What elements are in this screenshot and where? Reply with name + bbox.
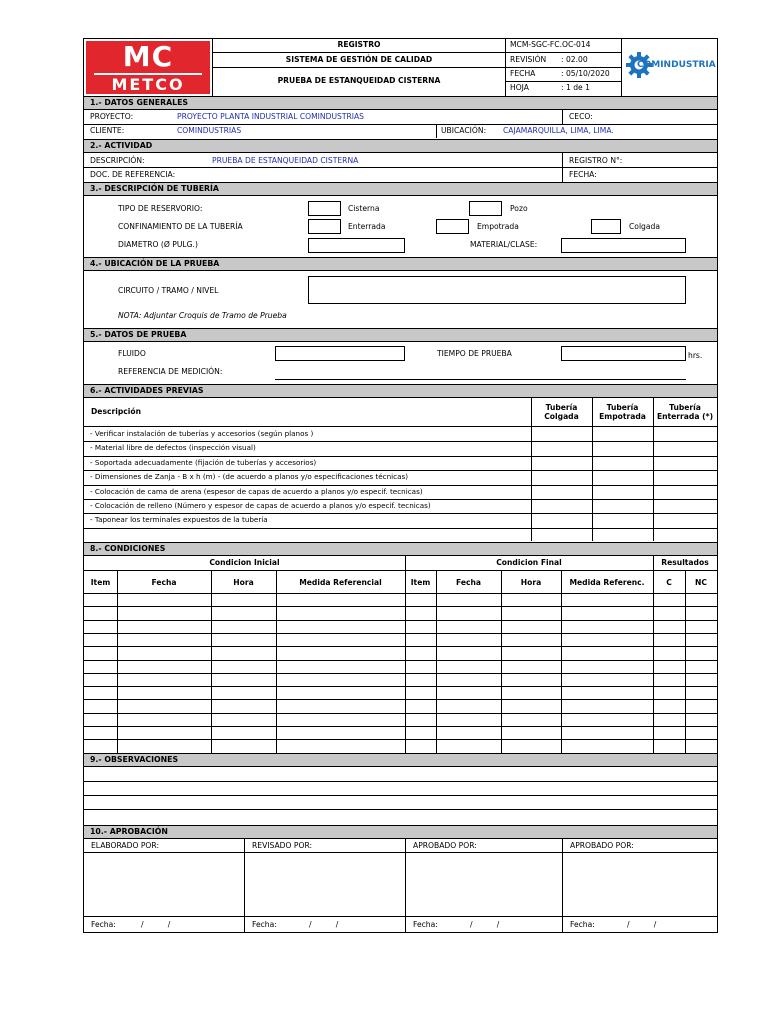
diametro-input[interactable] bbox=[308, 238, 405, 253]
fecha-elaborado-slashes: / / bbox=[141, 920, 171, 929]
elaborado-por-label: ELABORADO POR: bbox=[91, 841, 160, 850]
fecha-aprobado-slashes-2: / / bbox=[627, 920, 657, 929]
activity-check-cell[interactable] bbox=[654, 486, 716, 498]
circuito-input[interactable] bbox=[308, 276, 686, 304]
fecha-revisado-label: Fecha: bbox=[252, 920, 277, 929]
cliente-label: CLIENTE: bbox=[90, 126, 125, 135]
tiempo-input[interactable] bbox=[561, 346, 686, 361]
aprobado-por-label-2: APROBADO POR: bbox=[570, 841, 634, 850]
revisado-signature-box[interactable] bbox=[245, 853, 404, 915]
colgada-checkbox[interactable] bbox=[591, 219, 621, 234]
activity-row: - Taponear los terminales expuestos de la tubería bbox=[90, 515, 268, 524]
header-title-registro: REGISTRO bbox=[337, 40, 381, 49]
fecha-aprobado-slashes-1: / / bbox=[470, 920, 500, 929]
condition-row[interactable] bbox=[85, 647, 716, 659]
cisterna-checkbox[interactable] bbox=[308, 201, 341, 216]
activity-check-cell[interactable] bbox=[593, 428, 652, 440]
col-enterrada-2: Enterrada (*) bbox=[656, 412, 714, 421]
aprobado-por-label-1: APROBADO POR: bbox=[413, 841, 477, 850]
condition-row[interactable] bbox=[85, 687, 716, 699]
col-colgada-2: Colgada bbox=[544, 412, 579, 421]
metco-logo-text: METCO bbox=[111, 75, 185, 94]
actividades-desc-header: Descripción bbox=[91, 407, 141, 416]
aprobado-signature-box-1[interactable] bbox=[406, 853, 561, 915]
elaborado-signature-box[interactable] bbox=[85, 853, 243, 915]
activity-check-cell[interactable] bbox=[593, 514, 652, 526]
revision-label: REVISIÓN bbox=[510, 55, 547, 64]
col-hora-inicial: Hora bbox=[233, 578, 254, 587]
hoja-value: : 1 de 1 bbox=[561, 83, 590, 92]
col-enterrada-1: Tubería bbox=[669, 403, 701, 412]
ceco-label: CECO: bbox=[569, 112, 593, 121]
descripcion-value: PRUEBA DE ESTANQUEIDAD CISTERNA bbox=[212, 156, 359, 165]
diametro-label: DIAMETRO (Ø PULG.) bbox=[118, 240, 198, 249]
condition-row[interactable] bbox=[85, 634, 716, 646]
material-label: MATERIAL/CLASE: bbox=[470, 240, 538, 249]
colgada-label: Colgada bbox=[629, 222, 661, 231]
registro-label: REGISTRO N°: bbox=[569, 156, 623, 165]
aprobado-signature-box-2[interactable] bbox=[563, 853, 717, 915]
activity-row: - Dimensiones de Zanja - B x h (m) - (de acuerdo a planos y/o especificaciones técnicas) bbox=[90, 472, 409, 481]
fecha-value: : 05/10/2020 bbox=[561, 69, 610, 78]
activity-check-cell[interactable] bbox=[654, 428, 716, 440]
col-colgada-1: Tubería bbox=[545, 403, 578, 412]
col-medida-final: Medida Referenc. bbox=[569, 578, 645, 587]
actividad-fecha-label: FECHA: bbox=[569, 170, 597, 179]
condition-row[interactable] bbox=[85, 700, 716, 712]
section-actividades-previas: 6.- ACTIVIDADES PREVIAS bbox=[84, 384, 717, 398]
material-input[interactable] bbox=[561, 238, 686, 253]
activity-check-cell[interactable] bbox=[532, 471, 591, 483]
hoja-label: HOJA bbox=[510, 83, 529, 92]
metco-logo-mark: MC bbox=[122, 40, 174, 73]
fecha-revisado-slashes: / / bbox=[309, 920, 339, 929]
activity-check-cell[interactable] bbox=[593, 457, 652, 469]
section-aprobacion: 10.- APROBACIÓN bbox=[84, 825, 717, 839]
condition-row[interactable] bbox=[85, 594, 716, 606]
section-descripcion-tuberia: 3.- DESCRIPCIÓN DE TUBERÍA bbox=[84, 182, 717, 196]
activity-row: - Colocación de cama de arena (espesor de capas de acuerdo a planos y/o especif. tecnicas) bbox=[90, 487, 423, 496]
pozo-checkbox[interactable] bbox=[469, 201, 502, 216]
fluido-input[interactable] bbox=[275, 346, 405, 361]
confinamiento-label: CONFINAMIENTO DE LA TUBERÍA bbox=[118, 222, 243, 231]
enterrada-label: Enterrada bbox=[348, 222, 386, 231]
fecha-label: FECHA bbox=[510, 69, 536, 78]
comindustria-logo bbox=[624, 50, 716, 82]
activity-check-cell[interactable] bbox=[593, 471, 652, 483]
col-empotrada-2: Empotrada bbox=[599, 412, 646, 421]
condition-row[interactable] bbox=[85, 714, 716, 726]
condition-row[interactable] bbox=[85, 621, 716, 633]
activity-check-cell[interactable] bbox=[593, 500, 652, 512]
descripcion-label: DESCRIPCIÓN: bbox=[90, 156, 145, 165]
activity-check-cell[interactable] bbox=[654, 514, 716, 526]
activity-check-cell[interactable] bbox=[532, 457, 591, 469]
col-fecha-inicial: Fecha bbox=[151, 578, 177, 587]
proyecto-value: PROYECTO PLANTA INDUSTRIAL COMINDUSTRIAS bbox=[177, 112, 364, 121]
section-actividad: 2.- ACTIVIDAD bbox=[84, 139, 717, 153]
fecha-elaborado-label: Fecha: bbox=[91, 920, 116, 929]
hrs-label: hrs. bbox=[688, 351, 703, 360]
observaciones-area[interactable] bbox=[84, 766, 717, 824]
revisado-por-label: REVISADO POR: bbox=[252, 841, 313, 850]
enterrada-checkbox[interactable] bbox=[308, 219, 341, 234]
revision-value: : 02.00 bbox=[561, 55, 588, 64]
activity-check-cell[interactable] bbox=[654, 500, 716, 512]
circuito-label: CIRCUITO / TRAMO / NIVEL bbox=[118, 286, 219, 295]
section-condiciones: 8.- CONDICIONES bbox=[84, 542, 717, 556]
activity-row: - Material libre de defectos (inspección visual) bbox=[90, 443, 256, 452]
section-datos-prueba: 5.- DATOS DE PRUEBA bbox=[84, 328, 717, 342]
ubicacion-value: CAJAMARQUILLA, LIMA, LIMA. bbox=[503, 126, 614, 135]
activity-check-cell[interactable] bbox=[654, 457, 716, 469]
fecha-aprobado-label-1: Fecha: bbox=[413, 920, 438, 929]
col-item-final: Item bbox=[410, 578, 431, 587]
col-c: C bbox=[666, 578, 672, 587]
empotrada-label: Empotrada bbox=[477, 222, 519, 231]
croquis-note: NOTA: Adjuntar Croquis de Tramo de Prueba bbox=[118, 311, 287, 320]
activity-check-cell[interactable] bbox=[532, 500, 591, 512]
condition-row[interactable] bbox=[85, 607, 716, 619]
activity-row: - Verificar instalación de tuberías y accesorios (según planos ) bbox=[90, 429, 314, 438]
doc-referencia-label: DOC. DE REFERENCIA: bbox=[90, 170, 176, 179]
section-datos-generales: 1.- DATOS GENERALES bbox=[84, 96, 717, 110]
activity-row: - Colocación de relleno (Número y espesor de capas de acuerdo a planos y/o especif. tecnicas) bbox=[90, 501, 431, 510]
condition-row[interactable] bbox=[85, 740, 716, 752]
comindustria-logo-text: COMINDUSTRIA bbox=[637, 60, 716, 70]
document-code: MCM-SGC-FC.OC-014 bbox=[510, 40, 591, 49]
section-ubicacion-prueba: 4.- UBICACIÓN DE LA PRUEBA bbox=[84, 257, 717, 271]
header-title-sistema: SISTEMA DE GESTIÓN DE CALIDAD bbox=[285, 55, 433, 64]
cisterna-label: Cisterna bbox=[348, 204, 380, 213]
col-nc: NC bbox=[695, 578, 707, 587]
referencia-medicion-label: REFERENCIA DE MEDICIÓN: bbox=[118, 367, 223, 376]
referencia-medicion-line[interactable] bbox=[275, 379, 686, 380]
activity-check-cell[interactable] bbox=[593, 529, 652, 541]
ubicacion-label: UBICACIÓN: bbox=[441, 126, 487, 135]
cliente-value: COMINDUSTRIAS bbox=[177, 126, 242, 135]
condition-row[interactable] bbox=[85, 674, 716, 686]
tiempo-label: TIEMPO DE PRUEBA bbox=[437, 349, 512, 358]
col-hora-final: Hora bbox=[520, 578, 542, 587]
metco-logo bbox=[86, 41, 210, 94]
activity-check-cell[interactable] bbox=[532, 486, 591, 498]
col-item-inicial: Item bbox=[90, 578, 111, 587]
activity-check-cell[interactable] bbox=[532, 514, 591, 526]
activity-row: - Soportada adecuadamente (fijación de tuberías y accesorios) bbox=[90, 458, 317, 467]
activity-check-cell[interactable] bbox=[654, 442, 716, 454]
proyecto-label: PROYECTO: bbox=[90, 112, 134, 121]
activity-check-cell[interactable] bbox=[654, 529, 716, 541]
condicion-inicial-header: Condicion Inicial bbox=[209, 558, 280, 567]
condition-row[interactable] bbox=[85, 661, 716, 673]
header-title-prueba: PRUEBA DE ESTANQUEIDAD CISTERNA bbox=[277, 76, 441, 85]
empotrada-checkbox[interactable] bbox=[436, 219, 469, 234]
col-empotrada-1: Tubería bbox=[606, 403, 639, 412]
col-medida-inicial: Medida Referencial bbox=[299, 578, 382, 587]
col-fecha-final: Fecha bbox=[455, 578, 482, 587]
fluido-label: FLUIDO bbox=[118, 349, 146, 358]
pozo-label: Pozo bbox=[510, 204, 528, 213]
activity-check-cell[interactable] bbox=[532, 529, 591, 541]
tipo-reservorio-label: TIPO DE RESERVORIO: bbox=[118, 204, 203, 213]
activity-check-cell[interactable] bbox=[593, 486, 652, 498]
condition-row[interactable] bbox=[85, 727, 716, 739]
activity-check-cell[interactable] bbox=[532, 442, 591, 454]
activity-check-cell[interactable] bbox=[532, 428, 591, 440]
condicion-final-header: Condicion Final bbox=[496, 558, 562, 567]
activity-check-cell[interactable] bbox=[654, 471, 716, 483]
section-observaciones: 9.- OBSERVACIONES bbox=[84, 753, 717, 767]
fecha-aprobado-label-2: Fecha: bbox=[570, 920, 595, 929]
resultados-header: Resultados bbox=[661, 558, 709, 567]
activity-check-cell[interactable] bbox=[593, 442, 652, 454]
